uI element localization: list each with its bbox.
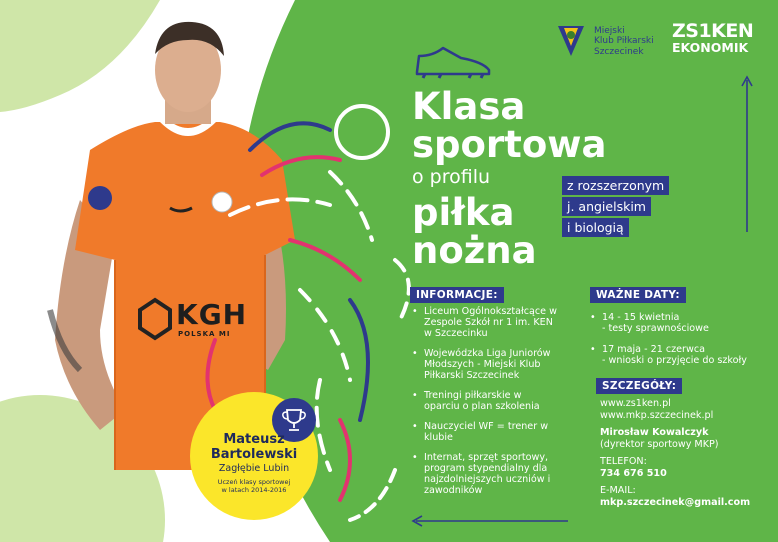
info-item: • Wojewódzka Liga Juniorów Młodszych - Miejski Klub Piłkarski Szczecinek xyxy=(410,348,560,381)
title-line5: nożna xyxy=(412,229,537,272)
alumni-first-name: Mateusz xyxy=(223,432,285,447)
dates-heading: WAŻNE DATY: xyxy=(590,287,686,303)
jersey-sponsor-sub: POLSKA MI xyxy=(178,330,231,338)
info-heading: INFORMACJE: xyxy=(410,287,504,303)
extended-tag-2: j. angielskim xyxy=(562,197,651,216)
info-list xyxy=(410,306,560,505)
title-line1: Klasa xyxy=(412,85,526,128)
date-value: • 17 maja - 21 czerwca xyxy=(602,344,706,355)
dates-list xyxy=(590,312,770,376)
email-link[interactable]: mkp.szczecinek@gmail.com xyxy=(600,496,751,508)
football-boot-icon xyxy=(412,42,494,82)
club-crest-icon xyxy=(556,24,586,58)
arrow-up-icon xyxy=(740,74,754,234)
alumni-note-1: Uczeń klasy sportowej xyxy=(217,478,291,486)
website-link-1[interactable]: www.zs1ken.pl xyxy=(600,398,671,409)
details-block xyxy=(600,398,775,508)
jersey-sponsor: KGH xyxy=(176,298,248,331)
date-item xyxy=(590,312,770,334)
title-line4: piłka xyxy=(412,191,515,234)
alumni-last-name: Bartolewski xyxy=(210,447,298,462)
club-name-line3: Szczecinek xyxy=(594,47,644,57)
info-item: • Treningi piłkarskie w oparciu o plan szkolenia xyxy=(410,390,560,412)
details-heading: SZCZEGÓŁY: xyxy=(596,378,682,394)
info-item: • Nauczyciel WF = trener w klubie xyxy=(410,421,560,443)
contact-role: (dyrektor sportowy MKP) xyxy=(600,438,719,450)
email-label: E-MAIL: xyxy=(600,485,636,496)
extended-tag-3: i biologią xyxy=(562,218,629,237)
phone-label: TELEFON: xyxy=(600,456,647,467)
info-item: • Liceum Ogólnokształcące w Zespole Szkół nr 1 im. KEN w Szczecinku xyxy=(410,306,560,339)
club-name-line1: Miejski xyxy=(594,26,625,36)
club-name-line2: Klub Piłkarski xyxy=(594,36,654,46)
info-item: • Internat, sprzęt sportowy, program stypendialny dla najzdolniejszych uczniów i zawodników xyxy=(410,452,560,496)
arrow-left-icon xyxy=(410,514,570,528)
website-link-2[interactable]: www.mkp.szczecinek.pl xyxy=(600,409,714,421)
date-desc: - testy sprawnościowe xyxy=(602,323,709,334)
date-value: • 14 - 15 kwietnia xyxy=(602,312,680,323)
contact-name: Mirosław Kowalczyk xyxy=(600,427,709,438)
school-logo-line1: ZS1KEN xyxy=(672,20,754,42)
alumni-note-2: w latach 2014-2016 xyxy=(221,486,287,494)
date-item xyxy=(590,344,770,366)
title-line3: o profilu xyxy=(412,166,491,188)
phone-number[interactable]: 734 676 510 xyxy=(600,467,667,479)
school-logo-line2: EKONOMIK xyxy=(672,40,749,55)
extended-tag-1: z rozszerzonym xyxy=(562,176,669,195)
title-line2: sportowa xyxy=(412,123,607,166)
alumni-club: Zagłębie Lubin xyxy=(218,463,290,474)
date-desc: - wnioski o przyjęcie do szkoły xyxy=(602,355,747,366)
